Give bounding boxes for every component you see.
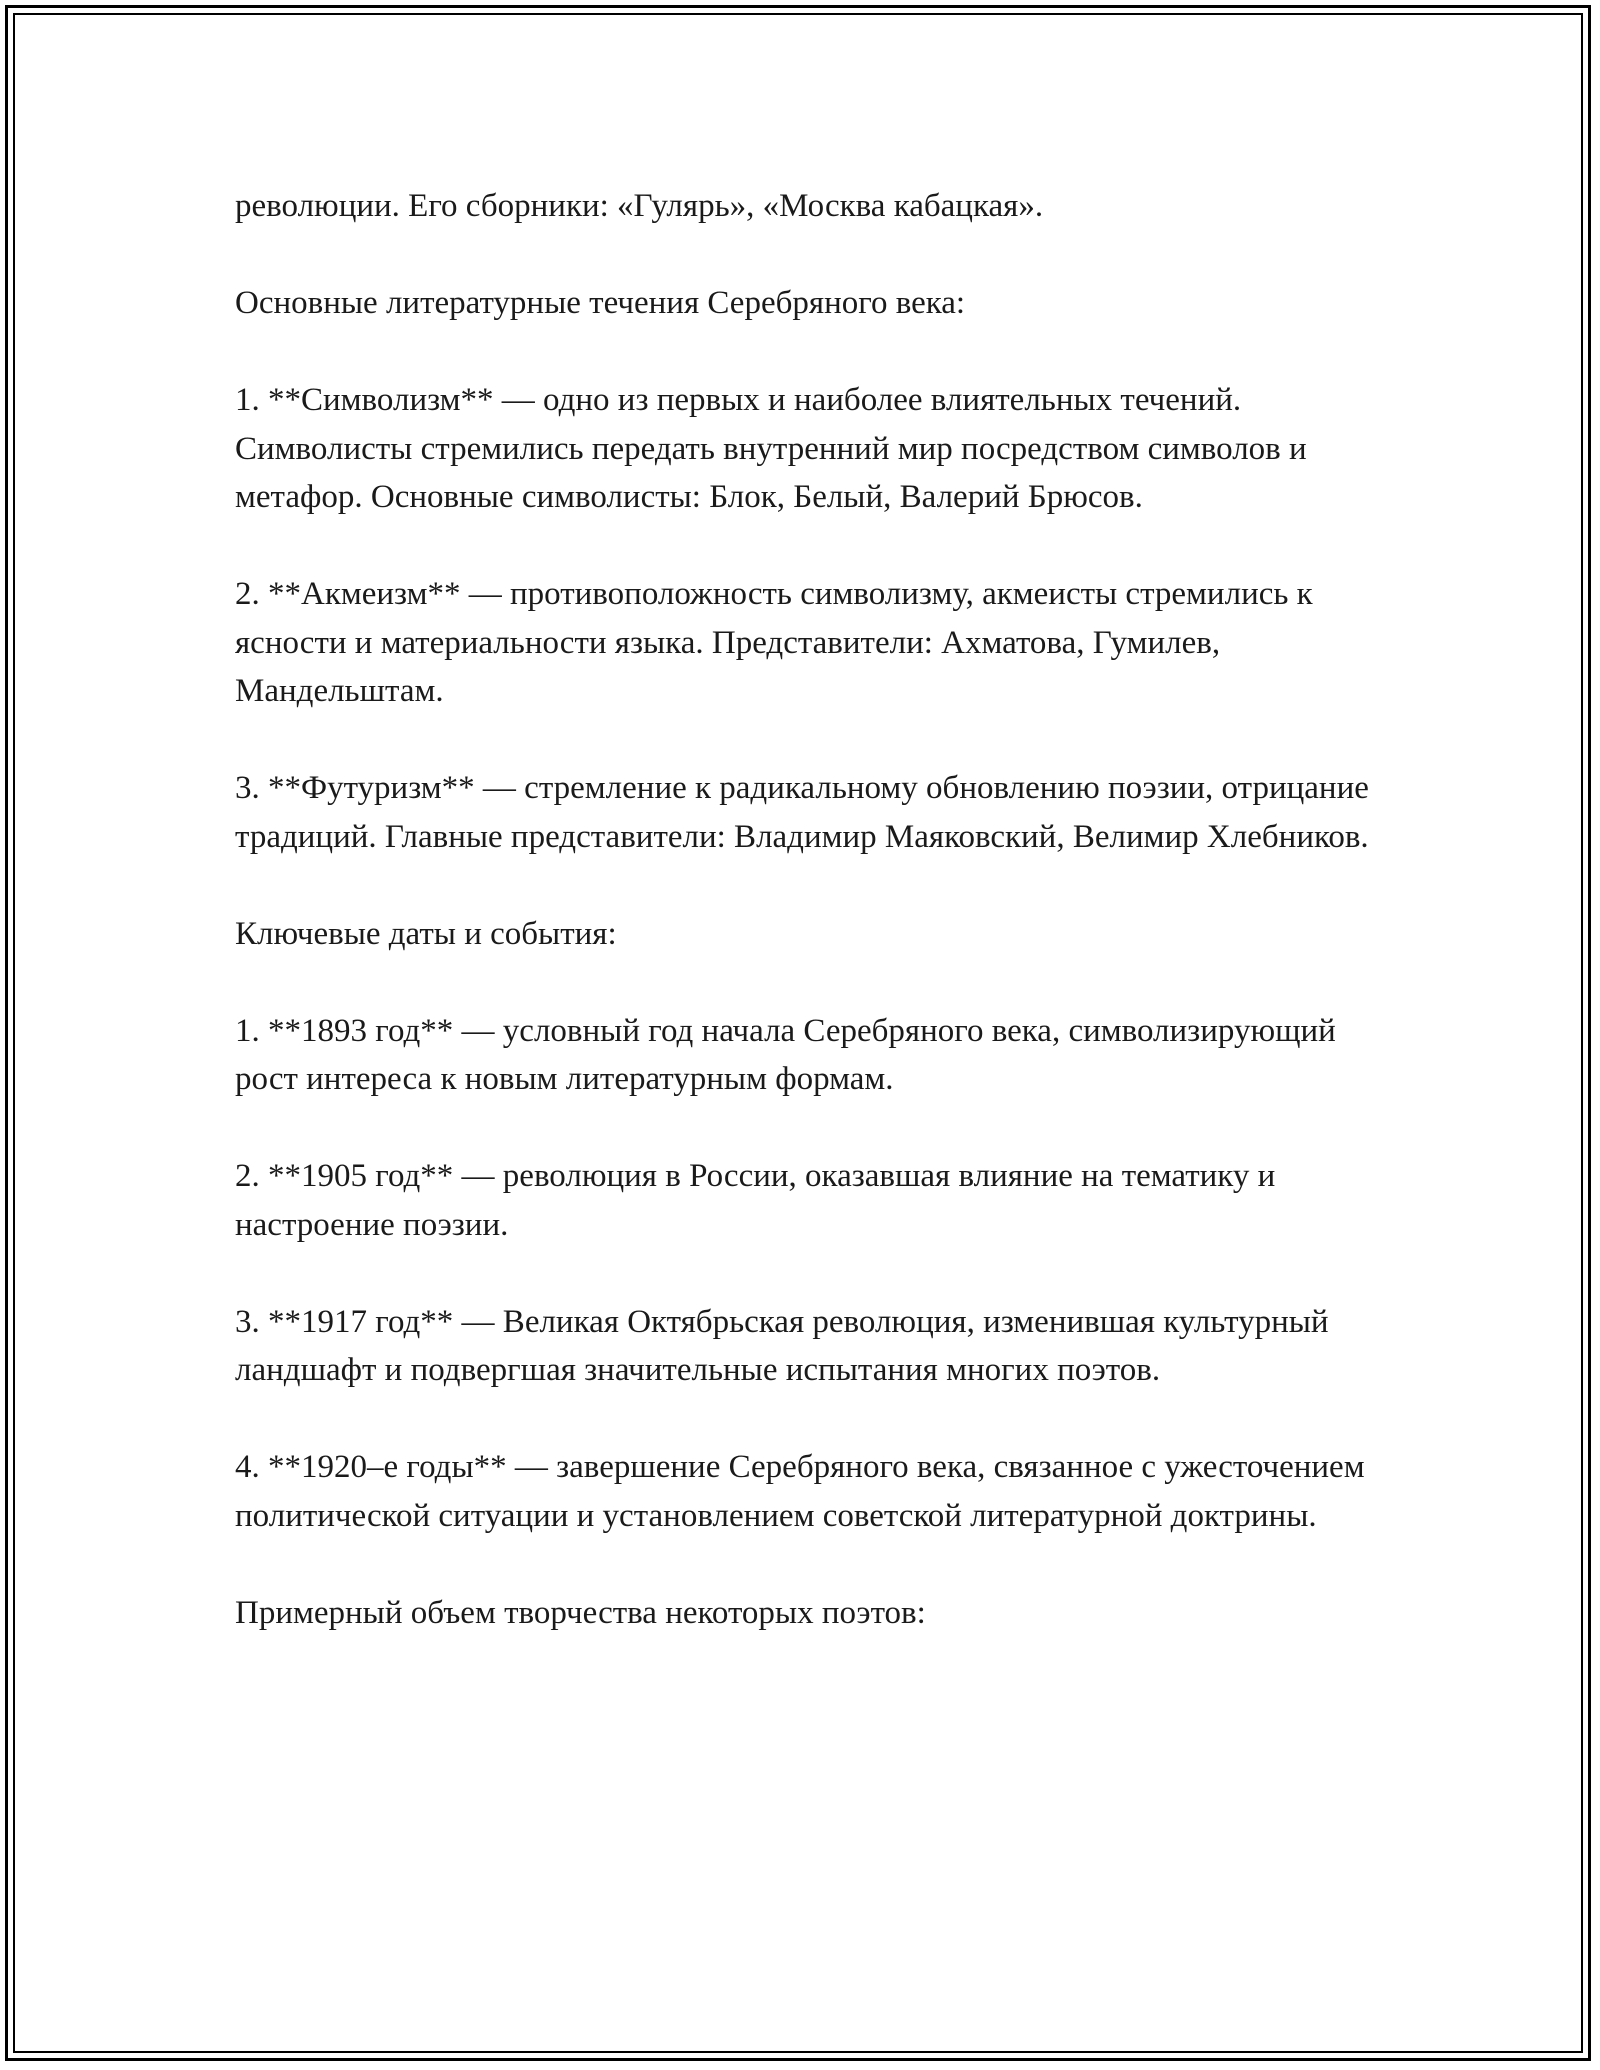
heading-literary-movements: Основные литературные течения Серебряного века: xyxy=(235,285,966,321)
paragraph-revolution-collections: революции. Его сборники: «Гулярь», «Москва кабацкая». xyxy=(235,188,1044,224)
heading-poets-volume: Примерный объем творчества некоторых поэтов: xyxy=(235,1594,926,1631)
heading-key-dates: Ключевые даты и события: xyxy=(235,915,617,952)
list-item-1893: 1. **1893 год** — условный год начала Серебряного века, символизирующий рост интереса к новым литературным формам. xyxy=(235,1012,1336,1097)
list-item-1917: 3. **1917 год** — Великая Октябрьская революция, изменившая культурный ландшафт и подвергшая значительные испытания многих поэтов. xyxy=(235,1303,1329,1388)
document-body xyxy=(235,182,1375,1686)
list-item-symbolism: 1. **Символизм** — одно из первых и наиболее влиятельных течений. Символисты стремились передать внутренний мир посредством символов и метафор. Основные символисты: Блок, Белый, Валерий Брюсов. xyxy=(235,382,1307,515)
list-item-futurism: 3. **Футуризм** — стремление к радикальному обновлению поэзии, отрицание традиций. Главные представители: Владимир Маяковский, Велимир Хлебников. xyxy=(235,770,1369,855)
list-item-acmeism: 2. **Акмеизм** — противоположность символизму, акмеисты стремились к ясности и материальности языка. Представители: Ахматова, Гумилев, Мандельштам. xyxy=(235,576,1313,709)
list-item-1905: 2. **1905 год** — революция в России, оказавшая влияние на тематику и настроение поэзии. xyxy=(235,1158,1276,1243)
list-item-1920s: 4. **1920–е годы** — завершение Серебряного века, связанное с ужесточением политической ситуации и установлением советской литературной доктрины. xyxy=(235,1449,1365,1534)
